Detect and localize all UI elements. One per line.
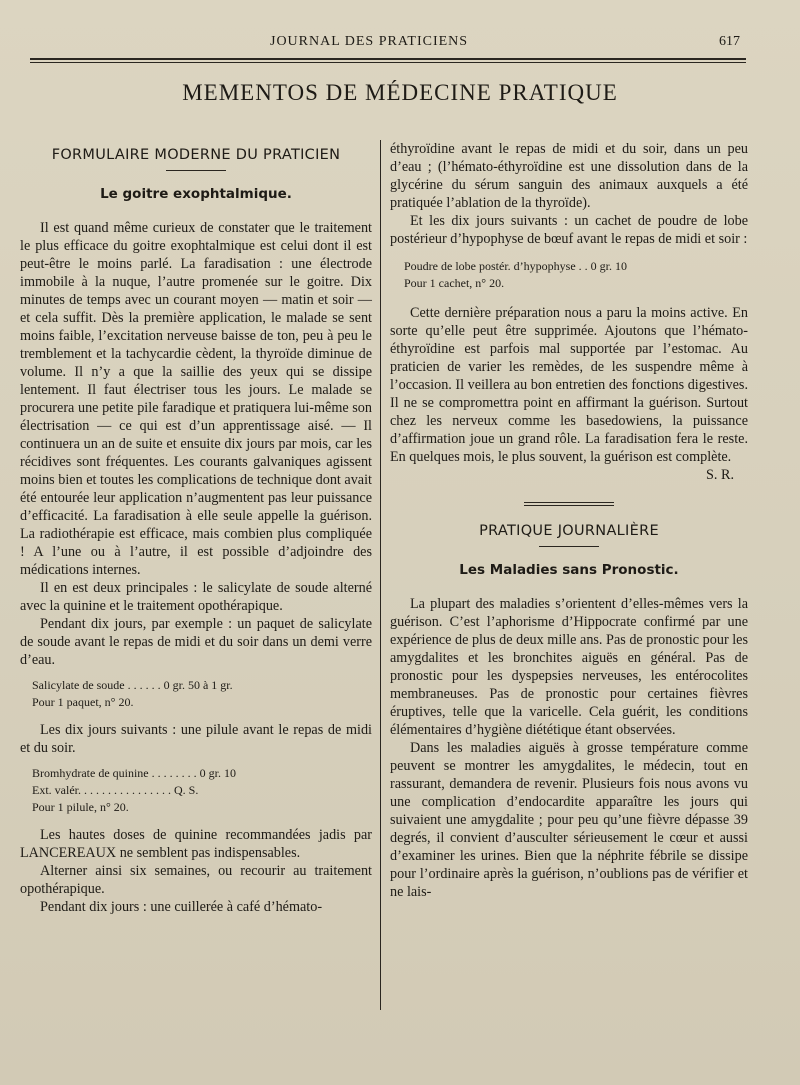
signature: S. R.: [706, 467, 734, 483]
header-rule-thin: [30, 62, 746, 63]
prescription-line: Pour 1 cachet, n° 20.: [404, 276, 505, 290]
section-heading-formulaire: FORMULAIRE MODERNE DU PRATICIEN: [51, 147, 341, 163]
article-title-maladies: Les Maladies sans Pronostic.: [459, 562, 679, 578]
prescription-hypophyse: [404, 258, 748, 292]
article-title-goitre: Le goitre exophtalmique.: [100, 186, 292, 202]
paragraph: Cette dernière préparation nous a paru la moins active. En sorte qu’elle peut être supprimée. Ajoutons que l’hémato-éthyroïdine est parfois mal supportée par l’estomac. Au praticien de varier les remèdes, de les suspendre même à l’occasion. Il veillera au bon entretien des fonctions digestives. Il ne se compromettra point en affirmant la guérison. Surtout chez les nerveux comme les basedowiens, la puissance d’affirmation joue un grand rôle. La faradisation fera le reste. En quelques mois, le plus souvent, la guérison est complète.: [390, 305, 748, 465]
paragraph: Les dix jours suivants : une pilule avant le repas de midi et du soir.: [20, 722, 372, 756]
header-rule: [30, 58, 746, 60]
prescription-salicylate: [32, 677, 372, 711]
left-column: [20, 140, 372, 916]
paragraph: Dans les maladies aiguës à grosse température comme peuvent se montrer les amygdalites, le médecin, tout en rassurant, demandera de revenir. Plusieurs fois nous avons vu une complication d’endocardite apparaître les jours qui suivaient une amygdalite ; pour peu qu’une fièvre dépasse 39 degrés, il convient d’ausculter sérieusement le cœur et aussi d’examiner les urines. Bien que la néphrite fébrile se dissipe pour l’ordinaire après la guérison, n’oublions pas de vérifier et ne lais-: [390, 740, 748, 900]
page-number: 617: [719, 34, 740, 49]
prescription-line: Pour 1 paquet, n° 20.: [32, 695, 134, 709]
prescription-line: Poudre de lobe postér. d’hypophyse . . 0 gr. 10: [404, 259, 627, 273]
paragraph: Pendant dix jours, par exemple : un paquet de salicylate de soude avant le repas de midi et du soir dans un demi verre d’eau.: [20, 616, 372, 668]
running-head: [0, 34, 800, 56]
right-column: [390, 140, 748, 901]
double-rule-divider: [524, 502, 614, 506]
paragraph: La plupart des maladies s’orientent d’elles-mêmes vers la guérison. C’est l’aphorisme d’Hippocrate confirmé par une expérience de plus de deux mille ans. Pas de pronostic pour les amygdalites et les bronchites aiguës en général. Pas de pronostic pour les dyspepsies nerveuses, les entérocolites membraneuses. Pas de pronostic pour certaines fièvres éruptives, telle que la varicelle. Cela guérit, les conditions élémentaires d’hygiène diététique étant observées.: [390, 596, 748, 738]
page-title: MEMENTOS DE MÉDECINE PRATIQUE: [182, 80, 618, 105]
prescription-quinine: [32, 765, 372, 816]
paragraph: Il est quand même curieux de constater que le traitement le plus efficace du goitre exophtalmique est celui dont il est peut-être le moins parlé. La faradisation : une électrode immobile à la nuque, l’autre promenée sur le goitre. Dix minutes de temps avec un courant moyen — matin et soir — et cela suffit. Dès la première application, le malade se sent moins faible, l’excitation nerveuse baisse de ton, peu à peu le tremblement et la tachycardie cèdent, la thyroïde diminue de volume. Il n’y a que la saillie des yeux qui se dissipe lentement. Il faut électriser tous les jours. Le malade se procurera une petite pile faradique et pratiquera lui-même son électrisation — ce qui est d’un apprentissage aisé. — Il continuera un an de suite et ensuite dix jours par mois, car les récidives sont fréquentes. Les courants galvaniques agissent moins bien et toutes les complications de technique dont avait été entourée leur application n’augmentent pas leur puissance d’efficacité. La faradisation à elle seule appelle la guérison. La radiothérapie est efficace, mais combien plus compliquée ! A l’une ou à l’autre, il est possible d’adjoindre des médications internes.: [20, 220, 372, 578]
prescription-line: Bromhydrate de quinine . . . . . . . . 0 gr. 10: [32, 766, 236, 780]
paragraph: éthyroïdine avant le repas de midi et du soir, dans un peu d’eau ; (l’hémato-éthyroïdine est une dissolution dans de la glycérine du sérum sanguin des animaux auxquels a été pratiquée l’ablation de la thyroïde).: [390, 141, 748, 211]
section-heading-pratique: PRATIQUE JOURNALIÈRE: [479, 523, 659, 539]
prescription-line: Pour 1 pilule, n° 20.: [32, 800, 129, 814]
short-rule: [539, 546, 599, 547]
paragraph: Il en est deux principales : le salicylate de soude alterné avec la quinine et le traitement opothérapique.: [20, 580, 372, 614]
paragraph: Et les dix jours suivants : un cachet de poudre de lobe postérieur d’hypophyse de bœuf avant le repas de midi et soir :: [390, 213, 748, 247]
paragraph: Alterner ainsi six semaines, ou recourir au traitement opothérapique.: [20, 863, 372, 897]
short-rule: [166, 170, 226, 171]
running-title: JOURNAL DES PRATICIENS: [270, 34, 469, 49]
prescription-line: Ext. valér. . . . . . . . . . . . . . . . Q. S.: [32, 783, 199, 797]
column-divider: [380, 140, 381, 1010]
paragraph: Les hautes doses de quinine recommandées jadis par LANCEREAUX ne semblent pas indispensables.: [20, 827, 372, 861]
paragraph: Pendant dix jours : une cuillerée à café d’hémato-: [40, 899, 323, 915]
prescription-line: Salicylate de soude . . . . . . 0 gr. 50 à 1 gr.: [32, 678, 233, 692]
